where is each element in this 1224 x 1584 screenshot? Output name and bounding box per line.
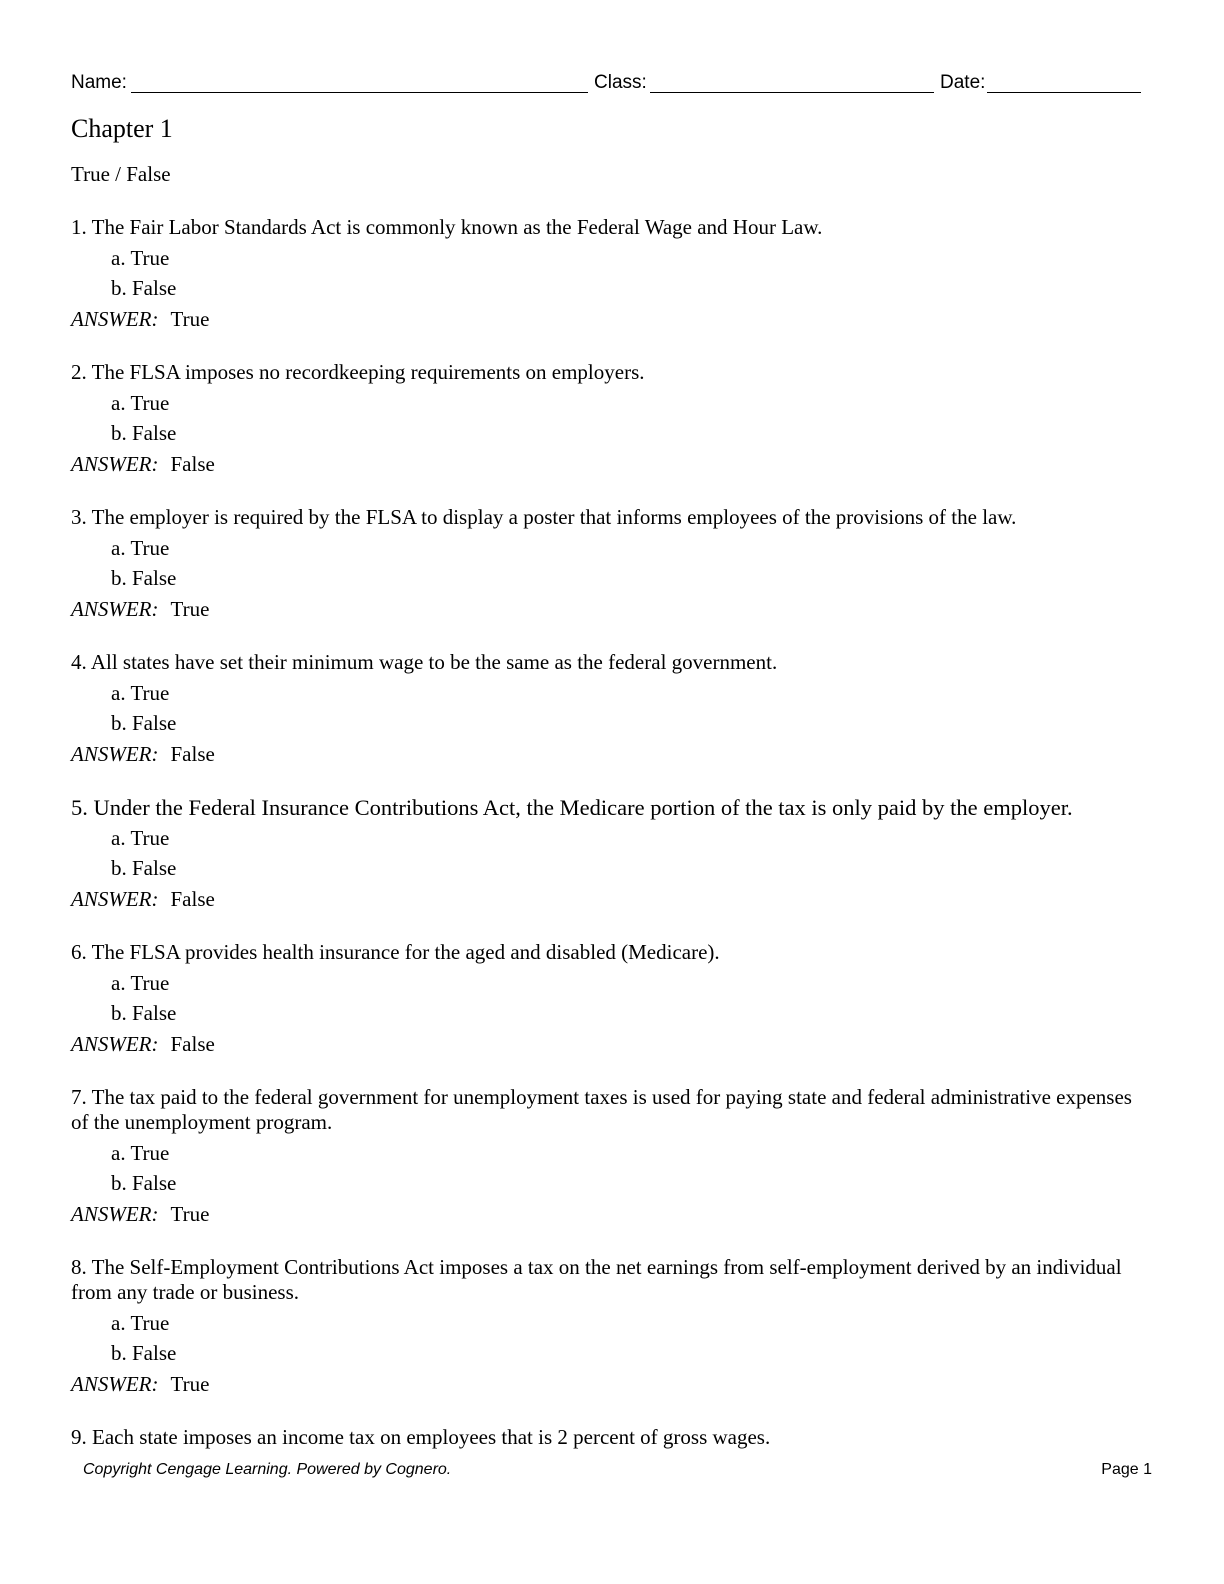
answer-row xyxy=(71,887,1146,911)
question-item xyxy=(71,1085,1146,1226)
class-label: Class: xyxy=(594,72,647,93)
copyright-notice: Copyright Cengage Learning. Powered by Cognero. xyxy=(83,1461,452,1478)
page-number: Page 1 xyxy=(1101,1461,1152,1478)
answer-value: True xyxy=(170,1372,210,1396)
answer-label: ANSWER: xyxy=(71,1372,159,1396)
answer-value: False xyxy=(170,742,215,766)
answer-option: b. False xyxy=(111,1001,177,1025)
answer-label: ANSWER: xyxy=(71,887,159,911)
date-blank-line xyxy=(987,92,1141,93)
answer-option: a. True xyxy=(111,681,170,705)
answer-option: a. True xyxy=(111,971,170,995)
question-item xyxy=(71,505,1146,621)
answer-value: True xyxy=(170,307,210,331)
date-label: Date: xyxy=(940,72,986,93)
question-list xyxy=(71,215,1146,1450)
question-item xyxy=(71,1255,1146,1396)
answer-row xyxy=(71,1372,1146,1396)
test-content xyxy=(71,113,1146,1450)
answer-option: b. False xyxy=(111,421,177,445)
name-blank-line xyxy=(131,92,588,93)
answer-option: a. True xyxy=(111,536,170,560)
answer-value: True xyxy=(170,597,210,621)
answer-option: a. True xyxy=(111,1311,170,1335)
answer-row xyxy=(71,742,1146,766)
question-text: 7. The tax paid to the federal government for unemployment taxes is used for paying state and federal administrative expenses of the unemployment program. xyxy=(71,1085,1132,1134)
answer-option: b. False xyxy=(111,566,177,590)
answer-option: b. False xyxy=(111,711,177,735)
answer-value: True xyxy=(170,1202,210,1226)
question-item xyxy=(71,1425,1146,1450)
question-item xyxy=(71,360,1146,476)
answer-label: ANSWER: xyxy=(71,742,159,766)
answer-option: a. True xyxy=(111,246,170,270)
student-info-header xyxy=(71,70,1141,96)
chapter-title: Chapter 1 xyxy=(71,114,173,143)
question-item xyxy=(71,795,1146,911)
question-text: 4. All states have set their minimum wage to be the same as the federal government. xyxy=(71,650,778,674)
section-heading: True / False xyxy=(71,162,171,186)
question-text: 5. Under the Federal Insurance Contributions Act, the Medicare portion of the tax is only paid by the employer. xyxy=(71,795,1073,820)
question-item xyxy=(71,940,1146,1056)
question-item xyxy=(71,215,1146,331)
answer-label: ANSWER: xyxy=(71,452,159,476)
name-label: Name: xyxy=(71,72,127,93)
question-text: 3. The employer is required by the FLSA to display a poster that informs employees of the provisions of the law. xyxy=(71,505,1017,529)
answer-row xyxy=(71,452,1146,476)
answer-option: a. True xyxy=(111,826,170,850)
answer-option: b. False xyxy=(111,276,177,300)
answer-option: b. False xyxy=(111,1341,177,1365)
question-text: 9. Each state imposes an income tax on employees that is 2 percent of gross wages. xyxy=(71,1425,771,1449)
answer-option: a. True xyxy=(111,1141,170,1165)
answer-row xyxy=(71,1202,1146,1226)
answer-label: ANSWER: xyxy=(71,1032,159,1056)
answer-value: False xyxy=(170,887,215,911)
question-text: 6. The FLSA provides health insurance for the aged and disabled (Medicare). xyxy=(71,940,720,964)
question-item xyxy=(71,650,1146,766)
question-text: 1. The Fair Labor Standards Act is commonly known as the Federal Wage and Hour Law. xyxy=(71,215,823,239)
answer-label: ANSWER: xyxy=(71,597,159,621)
answer-option: b. False xyxy=(111,1171,177,1195)
question-text: 8. The Self-Employment Contributions Act imposes a tax on the net earnings from self-employment derived by an individual from any trade or business. xyxy=(71,1255,1122,1304)
answer-value: False xyxy=(170,452,215,476)
class-blank-line xyxy=(650,92,934,93)
question-text: 2. The FLSA imposes no recordkeeping requirements on employers. xyxy=(71,360,645,384)
answer-row xyxy=(71,597,1146,621)
answer-row xyxy=(71,307,1146,331)
answer-label: ANSWER: xyxy=(71,307,159,331)
answer-label: ANSWER: xyxy=(71,1202,159,1226)
answer-row xyxy=(71,1032,1146,1056)
answer-value: False xyxy=(170,1032,215,1056)
answer-option: a. True xyxy=(111,391,170,415)
answer-option: b. False xyxy=(111,856,177,880)
